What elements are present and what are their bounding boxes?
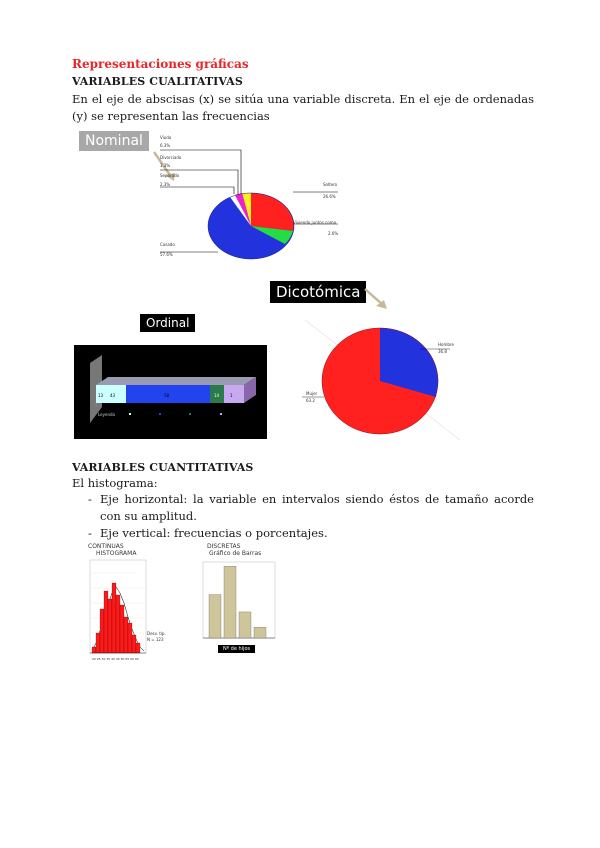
ordinal-seg-4: 14 (214, 393, 220, 398)
nominal-label-divorciado-pct: 1.3% (160, 163, 171, 168)
bar-caption-grafico: Gráfico de Barras (209, 550, 262, 557)
nominal-label-soltero-pct: 26.6% (323, 194, 336, 199)
ordinal-bar-svg (74, 345, 267, 439)
bar-footer-label: Nº de hijos (218, 645, 255, 653)
nominal-label-divorciado: Divorciado (160, 155, 182, 160)
section-title-cualitativas: VARIABLES CUALITATIVAS (72, 75, 243, 88)
bar-4 (254, 627, 266, 638)
bullet-eje-vertical: - Eje vertical: frecuencias o porcentajes. (72, 525, 534, 542)
ordinal-legend-label: Leyenda (98, 412, 115, 417)
dicotomica-label-hombre: Hombre (438, 342, 454, 347)
bar-2 (224, 566, 236, 638)
section-title-cuantitativas: VARIABLES CUANTITATIVAS (72, 461, 254, 474)
histogram-chart (78, 543, 166, 663)
ordinal-seg-1: 13 (98, 393, 104, 398)
hist-stat-1: Desv. típ. (147, 631, 166, 636)
ordinal-bar-chart (74, 345, 267, 439)
hist-stat-2: N = 123 (147, 637, 164, 642)
callout-dicotomica: Dicotómica (270, 281, 366, 303)
dicotomica-label-mujer: Mujer (306, 391, 318, 396)
svg-text:20 25 30 35 40 45 50 55 60 65: 20 25 30 35 40 45 50 55 60 65 (92, 657, 139, 661)
nominal-pie-chart (158, 134, 348, 262)
hist-caption-histograma: HISTOGRAMA (96, 550, 137, 557)
page-heading: Representaciones gráficas (72, 57, 249, 71)
nominal-label-viudo: Viudo (160, 135, 172, 140)
dicotomica-pie-svg (300, 315, 468, 443)
bullet-eje-horizontal: - Eje horizontal: la variable en intervalos siendo éstos de tamaño acorde con su amplitud. (72, 491, 534, 525)
nominal-label-separado-pct: 2.3% (160, 182, 171, 187)
callout-ordinal: Ordinal (140, 314, 195, 332)
nominal-label-soltero: Soltero (323, 182, 338, 187)
dicotomica-arrow (362, 286, 390, 312)
bar-1 (209, 595, 221, 638)
bar-chart (195, 543, 285, 661)
nominal-label-viudo-pct: 6.3% (160, 143, 171, 148)
bar-3 (239, 612, 251, 638)
histogram-svg (78, 543, 166, 663)
nominal-label-juntos: Viviendo juntos como (293, 220, 337, 225)
bar-caption-discretas: DISCRETAS (207, 543, 241, 550)
dicotomica-label-mujer-pct: 63.2 (306, 398, 315, 403)
histograma-bullets (72, 491, 534, 542)
dicotomica-label-hombre-pct: 36.8 (438, 349, 447, 354)
ordinal-seg-5: 1 (230, 393, 233, 398)
bar-svg (195, 543, 285, 661)
histograma-intro: El histograma: (72, 476, 158, 490)
ordinal-seg-3: 58 (164, 393, 170, 398)
callout-nominal: Nominal (79, 131, 149, 151)
paragraph-cualitativas: En el eje de abscisas (x) se sitúa una variable discreta. En el eje de ordenadas (y) se representan las frecuencias (72, 92, 534, 123)
nominal-pie-svg (158, 134, 348, 262)
hist-caption-continuas: CONTINUAS (88, 543, 124, 550)
nominal-label-casado: Casado (160, 242, 175, 247)
nominal-label-separado: Separado (160, 173, 180, 178)
nominal-label-casado-pct: 57.6% (160, 252, 173, 257)
ordinal-seg-2: 43 (110, 393, 116, 398)
dicotomica-pie-chart (300, 315, 468, 443)
nominal-label-juntos-pct: 2.6% (328, 231, 339, 236)
